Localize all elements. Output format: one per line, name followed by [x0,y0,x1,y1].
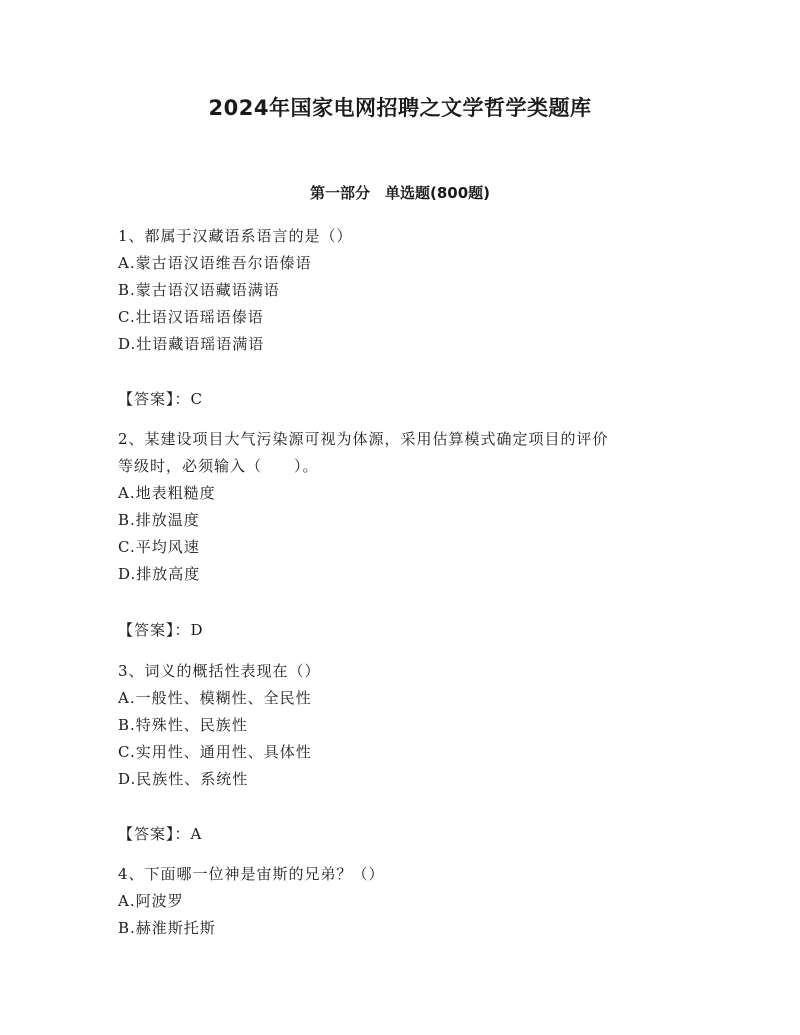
answer-line [118,822,202,846]
answer-value: A [190,825,203,843]
option-c: C.平均风速 [118,538,200,556]
answer-line [118,618,204,642]
option-d: D.民族性、系统性 [118,770,249,788]
option-a: A.地表粗糙度 [118,484,216,502]
answer-label: 【答案】： [118,390,191,408]
section-title: 第一部分 单选题(800题) [309,184,491,202]
option-d: D.排放高度 [118,565,201,583]
option-b: B.蒙古语汉语藏语满语 [118,281,280,299]
option-a: A.一般性、模糊性、全民性 [118,689,312,707]
answer-value: D [190,621,204,639]
answer-label: 【答案】： [118,621,191,639]
option-a: A.蒙古语汉语维吾尔语傣语 [118,254,312,272]
question-stem: 2、某建设项目大气污染源可视为体源，采用估算模式确定项目的评价 [118,430,609,448]
option-b: B.特殊性、民族性 [118,716,248,734]
question-stem: 4、下面哪一位神是宙斯的兄弟？（） [118,865,385,883]
option-c: C.实用性、通用性、具体性 [118,743,312,761]
page-title: 2024年国家电网招聘之文学哲学类题库 [208,96,592,120]
answer-value: C [190,390,203,408]
question-stem: 3、词义的概括性表现在（） [118,662,321,680]
question-stem: 1、都属于汉藏语系语言的是（） [118,227,353,245]
option-b: B.排放温度 [118,511,200,529]
option-b: B.赫淮斯托斯 [118,919,216,937]
option-c: C.壮语汉语瑶语傣语 [118,308,264,326]
option-d: D.壮语藏语瑶语满语 [118,335,265,353]
option-a: A.阿波罗 [118,892,184,910]
question-stem-continued: 等级时，必须输入（ ）。 [118,457,319,475]
answer-label: 【答案】： [118,825,191,843]
answer-line [118,387,203,411]
